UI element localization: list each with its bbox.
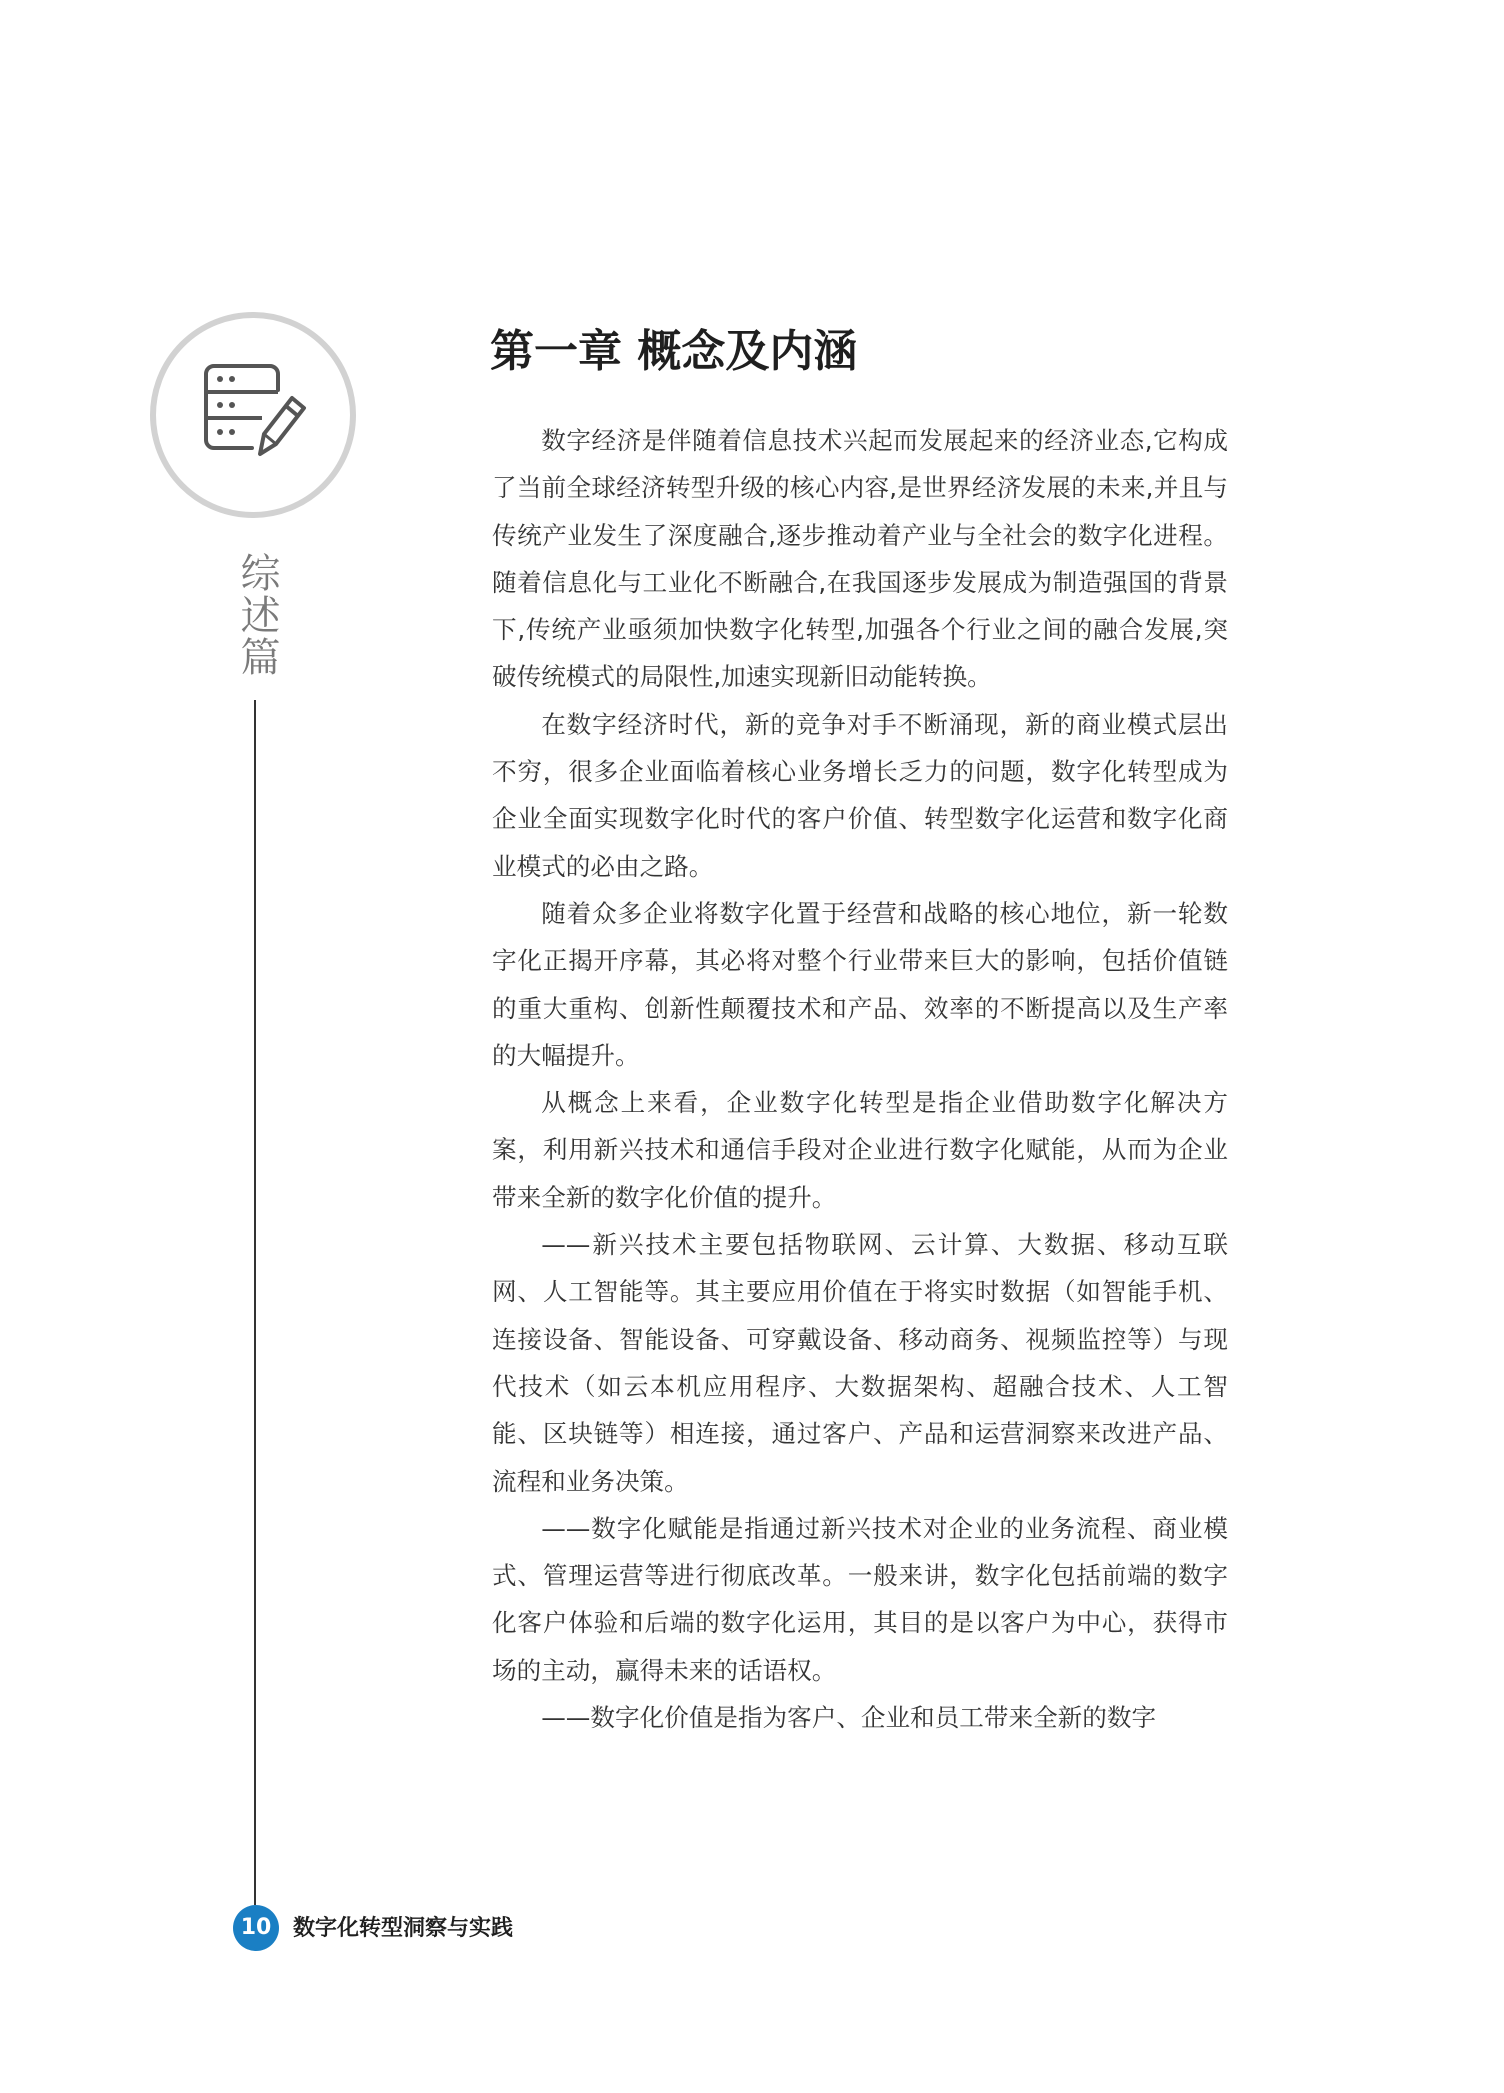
- paragraph: 随着众多企业将数字化置于经营和战略的核心地位，新一轮数字化正揭开序幕，其必将对整个行业带来巨大的影响，包括价值链的重大重构、创新性颠覆技术和产品、效率的不断提高以及生产率的大幅提升。: [492, 898, 1228, 1070]
- running-footer-title: 数字化转型洞察与实践: [293, 1916, 514, 1941]
- section-icon-badge: [150, 312, 356, 518]
- page-number-badge: 10: [233, 1905, 279, 1951]
- section-label: 综述篇: [234, 552, 280, 678]
- paragraph: 在数字经济时代，新的竞争对手不断涌现，新的商业模式层出不穷，很多企业面临着核心业务增长乏力的问题，数字化转型成为企业全面实现数字化时代的客户价值、转型数字化运营和数字化商业模式的必由之路。: [492, 709, 1228, 881]
- chapter-title: 第一章 概念及内涵: [490, 326, 858, 377]
- body-text: [492, 417, 1228, 1741]
- paragraph: 从概念上来看，企业数字化转型是指企业借助数字化解决方案，利用新兴技术和通信手段对企业进行数字化赋能，从而为企业带来全新的数字化价值的提升。: [492, 1088, 1228, 1212]
- paragraph: ——新兴技术主要包括物联网、云计算、大数据、移动互联网、人工智能等。其主要应用价值在于将实时数据（如智能手机、连接设备、智能设备、可穿戴设备、移动商务、视频监控等）与现代技术（如云本机应用程序、大数据架构、超融合技术、人工智能、区块链等）相连接，通过客户、产品和运营洞察来改进产品、流程和业务决策。: [492, 1230, 1228, 1496]
- paragraph: ——数字化赋能是指通过新兴技术对企业的业务流程、商业模式、管理运营等进行彻底改革。一般来讲，数字化包括前端的数字化客户体验和后端的数字化运用，其目的是以客户为中心，获得市场的主动，赢得未来的话语权。: [492, 1513, 1228, 1685]
- document-edit-icon: [200, 360, 310, 470]
- paragraph: ——数字化价值是指为客户、企业和员工带来全新的数字: [541, 1703, 1157, 1733]
- paragraph: 数字经济是伴随着信息技术兴起而发展起来的经济业态,它构成了当前全球经济转型升级的核心内容,是世界经济发展的未来,并且与传统产业发生了深度融合,逐步推动着产业与全社会的数字化进程。随着信息化与工业化不断融合,在我国逐步发展成为制造强国的背景下,传统产业亟须加快数字化转型,加强各个行业之间的融合发展,突破传统模式的局限性,加速实现新旧动能转换。: [492, 426, 1228, 692]
- vertical-divider: [254, 700, 256, 1905]
